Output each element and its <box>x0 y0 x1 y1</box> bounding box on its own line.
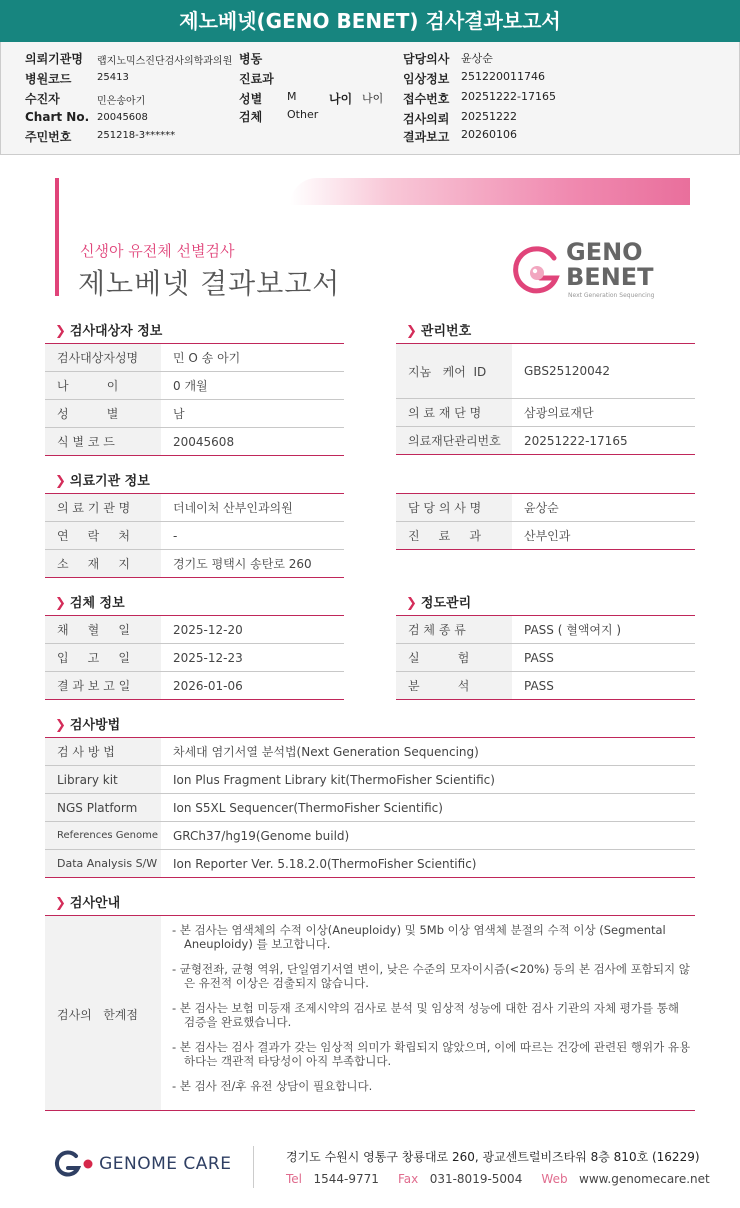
table-row <box>45 794 695 822</box>
rrn-value: 251218-3****** <box>97 130 176 141</box>
table-row <box>396 644 695 672</box>
cell-value: 20045608 <box>161 428 344 456</box>
tel-label: Tel <box>286 1172 303 1186</box>
chart-value: 20045608 <box>97 112 148 123</box>
section-method-title: 검사방법 <box>69 718 121 733</box>
table-row <box>396 522 695 550</box>
cell-value: PASS <box>512 644 695 672</box>
cell-key: 의료재단관리번호 <box>396 427 512 455</box>
cell-value: 차세대 염기서열 분석법(Next Generation Sequencing) <box>161 738 695 766</box>
decorative-swoosh <box>290 178 690 205</box>
clinical-value: 251220011746 <box>461 70 545 83</box>
cell-key: 입 고 일 <box>45 644 161 672</box>
cell-value: 2025-12-23 <box>161 644 344 672</box>
cell-key: 성 별 <box>45 400 161 428</box>
code-value: 25413 <box>97 72 129 83</box>
section-qc <box>406 592 471 611</box>
clinical-label: 임상정보 <box>403 72 450 86</box>
chevron-right-icon: ❯ <box>55 324 66 339</box>
cell-value: 민 O 송 아기 <box>161 344 344 372</box>
cell-key: 지놈 케어 ID <box>396 344 512 399</box>
logo-subtext: Next Generation Sequencing <box>568 292 655 299</box>
logo-line2: BENET <box>566 263 654 291</box>
section-subject <box>55 320 162 339</box>
web-label: Web <box>541 1172 568 1186</box>
cell-key: 결 과 보 고 일 <box>45 672 161 700</box>
section-method <box>55 714 120 733</box>
cell-value: PASS ( 혈액여지 ) <box>512 616 695 644</box>
table-row <box>45 644 344 672</box>
cell-key: Library kit <box>45 766 161 794</box>
qc-table <box>396 616 695 700</box>
chevron-right-icon: ❯ <box>55 718 66 733</box>
limits-label: 검사의 한계점 <box>57 1008 138 1022</box>
cell-value: PASS <box>512 672 695 700</box>
footer-contact <box>286 1172 710 1186</box>
receipt-value: 20251222-17165 <box>461 90 556 103</box>
rrn-label: 주민번호 <box>25 130 72 144</box>
web-link[interactable]: www.genomecare.net <box>579 1172 710 1186</box>
genome-care-logo-icon <box>52 1150 94 1178</box>
cell-value: 삼광의료재단 <box>512 399 695 427</box>
chevron-right-icon: ❯ <box>406 324 417 339</box>
request-label: 검사의뢰 <box>403 112 450 126</box>
section-specimen-title: 검체 정보 <box>69 596 125 611</box>
table-row <box>45 372 344 400</box>
cell-key: 검 사 방 법 <box>45 738 161 766</box>
table-row <box>45 822 695 850</box>
cell-key: 검 체 종 류 <box>396 616 512 644</box>
cell-value: GBS25120042 <box>512 344 695 399</box>
logo-text <box>566 240 654 290</box>
report-value: 20260106 <box>461 128 517 141</box>
chevron-right-icon: ❯ <box>55 474 66 489</box>
table-row <box>45 494 344 522</box>
doctor-label: 담당의사 <box>403 52 450 66</box>
cell-value: 0 개월 <box>161 372 344 400</box>
table-row <box>45 400 344 428</box>
divider <box>253 1146 254 1188</box>
cell-key: Data Analysis S/W <box>45 850 161 878</box>
doctor-value: 윤상순 <box>461 52 493 65</box>
cell-key: 의 료 재 단 명 <box>396 399 512 427</box>
fax-label: Fax <box>397 1172 419 1186</box>
specimen-table <box>45 616 344 700</box>
sex-label: 성별 <box>239 92 263 106</box>
doc-title: 제노베넷 결과보고서 <box>78 267 341 300</box>
limits-label-cell <box>45 916 161 1110</box>
hospital-value: 랩지노믹스진단검사의학과의원 <box>97 56 233 67</box>
geno-benet-logo-icon <box>510 244 564 298</box>
cell-key: 분 석 <box>396 672 512 700</box>
patient-info-panel <box>0 42 740 155</box>
method-table <box>45 738 695 878</box>
sex-value: M <box>287 90 297 103</box>
genome-care-logo <box>52 1150 231 1178</box>
section-guide-title: 검사안내 <box>69 896 121 911</box>
cell-key: 의 료 기 관 명 <box>45 494 161 522</box>
cell-key: 실 험 <box>396 644 512 672</box>
table-row <box>45 672 344 700</box>
cell-value: 경기도 평택시 송탄로 260 <box>161 550 344 578</box>
footer-address: 경기도 수원시 영통구 창룡대로 260, 광교센트럴비즈타워 8층 810호 (16229) <box>286 1150 700 1164</box>
cell-key: 나 이 <box>45 372 161 400</box>
cell-key: References Genome <box>45 822 161 850</box>
cell-value: GRCh37/hg19(Genome build) <box>161 822 695 850</box>
note-item: - 본 검사는 보험 미등재 조제시약의 검사로 분석 및 임상적 성능에 대한 검사 기관의 자체 평가를 통해 검증을 완료했습니다. <box>172 1001 679 1029</box>
doctor-table <box>396 494 695 550</box>
cell-value: Ion Reporter Ver. 5.18.2.0(ThermoFisher Scientific) <box>161 850 695 878</box>
patient-value: 민은송아기 <box>97 96 146 107</box>
table-row <box>396 672 695 700</box>
subject-table <box>45 344 344 456</box>
specimen-value: Other <box>287 108 319 121</box>
table-row <box>396 399 695 427</box>
cell-value: 남 <box>161 400 344 428</box>
cell-value: Ion Plus Fragment Library kit(ThermoFisher Scientific) <box>161 766 695 794</box>
accent-bar <box>55 178 59 296</box>
cell-key: NGS Platform <box>45 794 161 822</box>
table-row <box>396 616 695 644</box>
cell-value: 20251222-17165 <box>512 427 695 455</box>
request-value: 20251222 <box>461 110 517 123</box>
fax-value: 031-8019-5004 <box>429 1172 523 1186</box>
section-qc-title: 정도관리 <box>420 596 472 611</box>
doc-subtitle: 신생아 유전체 선별검사 <box>80 242 235 260</box>
logo-line1: GENO <box>566 238 643 266</box>
receipt-label: 접수번호 <box>403 92 450 106</box>
note-item: - 본 검사 전/후 유전 상담이 필요합니다. <box>172 1079 373 1093</box>
geno-benet-logo <box>510 240 670 305</box>
table-row <box>45 766 695 794</box>
section-subject-title: 검사대상자 정보 <box>69 324 163 339</box>
cell-value: - <box>161 522 344 550</box>
cell-value: 2026-01-06 <box>161 672 344 700</box>
table-row <box>45 522 344 550</box>
patient-label: 수진자 <box>25 92 60 106</box>
chevron-right-icon: ❯ <box>406 596 417 611</box>
age-value: 나이 <box>362 92 384 105</box>
cell-value: 더네이처 산부인과의원 <box>161 494 344 522</box>
age-label: 나이 <box>329 92 353 106</box>
table-row <box>45 616 344 644</box>
chart-label: Chart No. <box>25 110 90 124</box>
footer-brand: GENOME CARE <box>99 1154 232 1174</box>
cell-value: 산부인과 <box>512 522 695 550</box>
note-item: - 균형전좌, 균형 역위, 단일염기서열 변이, 낮은 수준의 모자이시즘(<20%) 등의 본 검사에 포함되지 않은 유전적 이상은 검출되지 않습니다. <box>172 962 690 990</box>
cell-key: 연 락 처 <box>45 522 161 550</box>
section-guide <box>55 892 120 911</box>
limits-notes <box>172 923 692 1104</box>
table-row <box>396 494 695 522</box>
cell-value: 윤상순 <box>512 494 695 522</box>
cell-value: 2025-12-20 <box>161 616 344 644</box>
table-row <box>396 344 695 399</box>
tel-value: 1544-9771 <box>313 1172 379 1186</box>
specimen-label: 검체 <box>239 110 263 124</box>
table-row <box>45 850 695 878</box>
hospital-label: 의뢰기관명 <box>25 52 83 66</box>
chevron-right-icon: ❯ <box>55 896 66 911</box>
institution-table <box>45 494 344 578</box>
cell-key: 소 재 지 <box>45 550 161 578</box>
cell-key: 채 혈 일 <box>45 616 161 644</box>
mgmt-table <box>396 344 695 455</box>
report-label: 결과보고 <box>403 130 450 144</box>
cell-key: 식 별 코 드 <box>45 428 161 456</box>
section-mgmt-title: 관리번호 <box>420 324 472 339</box>
section-institution <box>55 470 150 489</box>
divider <box>45 1110 695 1111</box>
section-mgmt <box>406 320 471 339</box>
chevron-right-icon: ❯ <box>55 596 66 611</box>
section-specimen <box>55 592 125 611</box>
ward-label: 병동 <box>239 52 263 66</box>
table-row <box>45 344 344 372</box>
note-item: - 본 검사는 염색체의 수적 이상(Aneuploidy) 및 5Mb 이상 염색체 분절의 수적 이상 (Segmental Aneuploidy) 를 보고합니다. <box>172 923 666 951</box>
note-item: - 본 검사는 검사 결과가 갖는 임상적 의미가 확립되지 않았으며, 이에 따르는 건강에 관련된 행위가 유용하다는 객관적 타당성이 아직 부족합니다. <box>172 1040 691 1068</box>
cell-key: 진 료 과 <box>396 522 512 550</box>
table-row <box>45 428 344 456</box>
table-row <box>45 738 695 766</box>
report-header-title: 제노베넷(GENO BENET) 검사결과보고서 <box>0 0 740 42</box>
table-row <box>45 550 344 578</box>
table-row <box>396 427 695 455</box>
dept-label: 진료과 <box>239 72 274 86</box>
cell-value: Ion S5XL Sequencer(ThermoFisher Scientific) <box>161 794 695 822</box>
code-label: 병원코드 <box>25 72 72 86</box>
cell-key: 검사대상자성명 <box>45 344 161 372</box>
section-institution-title: 의료기관 정보 <box>69 474 150 489</box>
cell-key: 담 당 의 사 명 <box>396 494 512 522</box>
